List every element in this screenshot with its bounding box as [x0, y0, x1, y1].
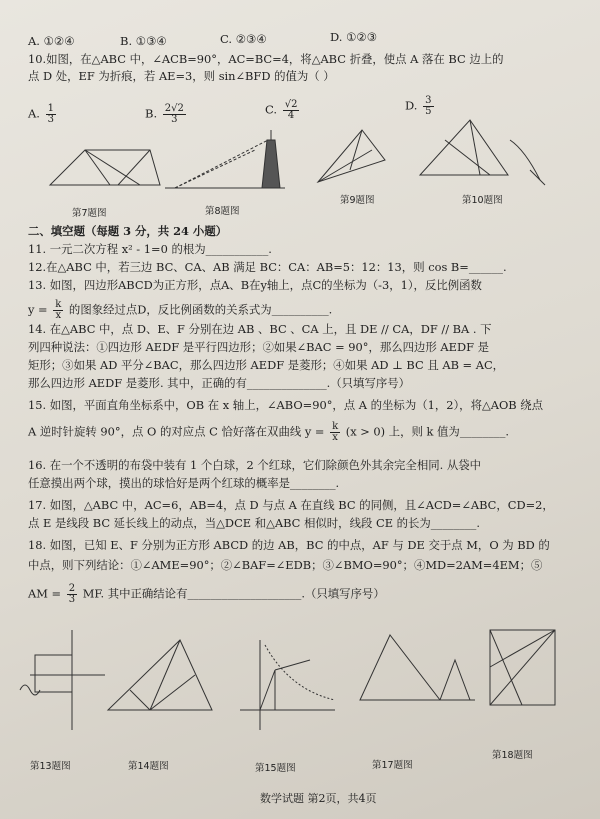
figure-18 [490, 630, 555, 705]
page-footer: 数学试题 第2页，共4页 [260, 792, 377, 805]
q10-line1: 10.如图，在△ABC 中，∠ACB=90°，AC=BC=4，将△ABC 折叠，使点 A 落在 BC 边上的 [28, 52, 504, 66]
q12: 12.在△ABC 中，若三边 BC、CA、AB 满足 BC：CA：AB=5：12：13，则 cos B=______. [28, 260, 507, 274]
caption-fig8: 第8题图 [205, 206, 240, 217]
caption-fig15: 第15题图 [255, 763, 296, 774]
q16-line2: 任意摸出两个球，摸出的球恰好是两个红球的概率是________. [28, 476, 340, 490]
figure-9 [318, 130, 385, 182]
q10-option-b: B. $\frac{2√2}{3}$ [145, 103, 184, 125]
top-figures [0, 0, 600, 220]
caption-fig18: 第18题图 [492, 750, 533, 761]
q16-line1: 16. 在一个不透明的布袋中装有 1 个白球，2 个红球，它们除颜色外其余完全相同. 从袋中 [28, 458, 482, 472]
option-b: B. ①③④ [120, 34, 167, 48]
q14-line1: 14. 在△ABC 中，点 D、E、F 分别在边 AB 、BC 、CA 上，且 DE // CA，DF // BA . 下 [28, 322, 492, 336]
q10-option-a: A. $\frac{1}{3}$ [28, 103, 54, 125]
q11: 11. 一元二次方程 x² - 1=0 的根为___________. [28, 242, 272, 256]
q10-option-c: C. $\frac{√2}{4}$ [265, 99, 298, 121]
section-heading: 二、填空题（每题 3 分，共 24 小题） [28, 224, 228, 238]
caption-fig13: 第13题图 [30, 761, 71, 772]
q15-line2: A 逆时针旋转 90°，点 O 的对应点 C 恰好落在双曲线 y = $\frac{k}{x}$ (x > 0) 上，则 k 值为________. [28, 421, 510, 443]
q10-option-d: D. $\frac{3}{5}$ [405, 95, 432, 117]
q18-line3: AM = $\frac{2}{3}$ MF. 其中正确结论有____________________.（只填写序号） [28, 583, 385, 605]
caption-fig10: 第10题图 [462, 195, 503, 206]
option-a: A. ①②④ [28, 34, 75, 48]
q18-line1: 18. 如图，已知 E、F 分别为正方形 ABCD 的边 AB，BC 的中点，AF 与 DE 交于点 M，O 为 BD 的 [28, 538, 550, 552]
caption-fig14: 第14题图 [128, 761, 169, 772]
q13-line2: y = $\frac{k}{x}$ 的图象经过点D，反比例函数的关系式为__________. [28, 299, 333, 321]
option-c: C. ②③④ [220, 32, 267, 46]
q13-line1: 13. 如图，四边形ABCD为正方形，点A、B在y轴上，点C的坐标为（-3，1），反比例函数 [28, 278, 482, 292]
option-d: D. ①②③ [330, 30, 378, 44]
q17-line2: 点 E 是线段 BC 延长线上的动点，当△DCE 和△ABC 相似时，线段 CE 的长为________. [28, 516, 480, 530]
figure-17 [360, 635, 475, 700]
q10-line2: 点 D 处，EF 为折痕，若 AE=3，则 sin∠BFD 的值为（ ） [28, 69, 335, 83]
caption-fig9: 第9题图 [340, 195, 375, 206]
caption-fig7: 第7题图 [72, 208, 107, 219]
figure-10 [420, 120, 545, 185]
figure-8 [165, 130, 285, 188]
q14-line2: 列四种说法：①四边形 AEDF 是平行四边形；②如果∠BAC = 90°，那么四边形 AEDF 是 [28, 340, 490, 354]
figure-7 [50, 150, 160, 185]
q14-line4: 那么四边形 AEDF 是菱形. 其中，正确的有______________.（只填写序号） [28, 376, 411, 390]
q15-line1: 15. 如图，平面直角坐标系中，OB 在 x 轴上，∠ABO=90°，点 A 的坐标为（1，2），将△AOB 绕点 [28, 398, 544, 412]
q18-line2: 中点，则下列结论：①∠AME=90°；②∠BAF=∠EDB；③∠BMO=90°；④MD=2AM=4EM；⑤ [28, 558, 543, 572]
figure-13 [20, 630, 105, 730]
figure-14 [108, 640, 212, 710]
caption-fig17: 第17题图 [372, 760, 413, 771]
q17-line1: 17. 如图，△ABC 中，AC=6，AB=4，点 D 与点 A 在直线 BC 的同侧，且∠ACD=∠ABC，CD=2， [28, 498, 554, 512]
figure-15 [240, 640, 335, 730]
q14-line3: 矩形；③如果 AD 平分∠BAC，那么四边形 AEDF 是菱形；④如果 AD ⊥ BC 且 AB = AC， [28, 358, 505, 372]
